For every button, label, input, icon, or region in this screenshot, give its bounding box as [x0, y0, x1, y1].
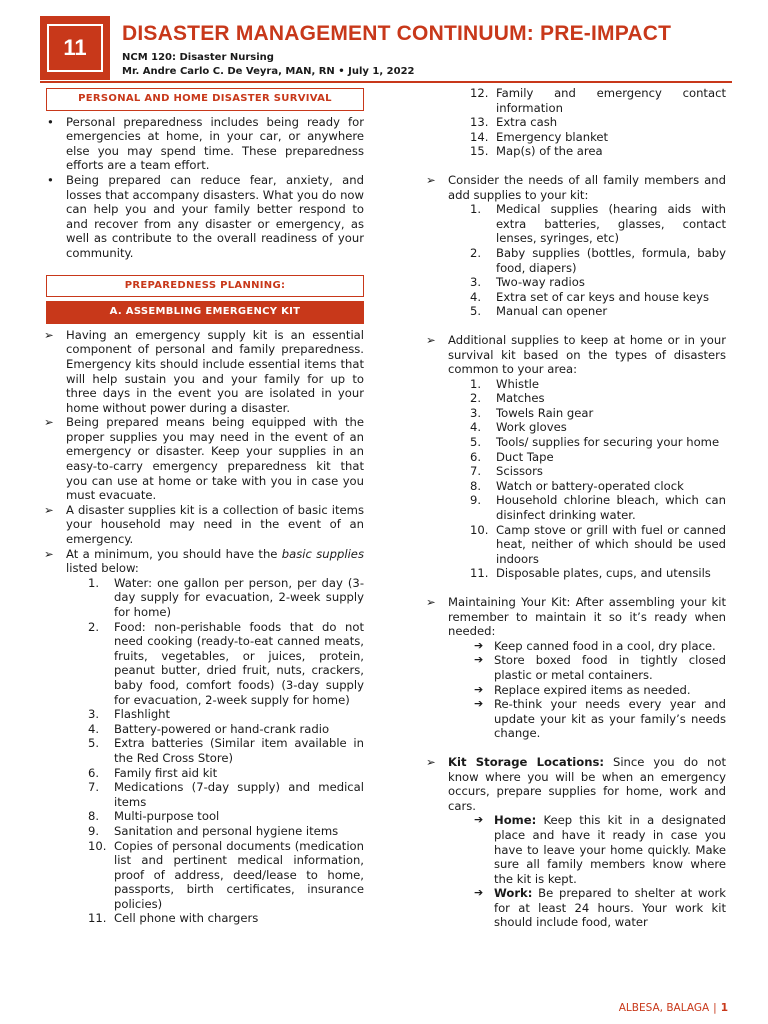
list-item: • Being prepared can reduce fear, anxiety, and losses that accompany disasters. What you do now can help you and your family better respond to and recover from any disaster or emergency, as well as contribute to the overall readiness of your community.	[40, 173, 364, 261]
list-item: 5. Extra batteries (Similar item available in the Red Cross Store)	[88, 736, 364, 765]
list-item: • Personal preparedness includes being ready for emergencies at home, in your car, or anywhere else you may spend time. These preparedness efforts are a team effort.	[40, 115, 364, 173]
list-item: 9. Sanitation and personal hygiene items	[88, 823, 339, 838]
list-item: 12. Family and emergency contact information	[470, 86, 726, 115]
list-item: 10. Copies of personal documents (medication list and pertinent medical information, proof of address, deed/lease to home, passports, birth certificates, insurance policies)	[88, 838, 364, 911]
list-item: ➔ Replace expired items as needed.	[422, 683, 726, 698]
family-needs-section	[422, 173, 726, 202]
list-item: 3. Flashlight	[88, 707, 171, 722]
list-item: 7. Scissors	[470, 464, 543, 479]
home-label: Home:	[494, 813, 537, 828]
list-item: 1. Medical supplies (hearing aids with extra batteries, glasses, contact lenses, syringes, etc)	[470, 202, 726, 246]
list-item: ➔ Store boxed food in tightly closed plastic or metal containers.	[422, 653, 726, 682]
storage-locations-list	[422, 813, 726, 930]
list-item: 6. Duct Tape	[470, 449, 554, 464]
list-item: 11. Disposable plates, cups, and utensils	[470, 566, 711, 581]
basic-supplies-emphasis: basic supplies	[281, 546, 364, 561]
list-item: ➔ Work: Be prepared to shelter at work for at least 24 hours. Your work kit should include food, water	[422, 886, 726, 930]
list-item: 4. Extra set of car keys and house keys	[470, 289, 709, 304]
list-item: ➢ Additional supplies to keep at home or in your survival kit based on the types of disasters common to your area:	[422, 333, 726, 377]
maintaining-kit-section	[422, 595, 726, 639]
list-item: 7. Medications (7-day supply) and medical items	[88, 780, 364, 809]
list-item: 15. Map(s) of the area	[470, 144, 603, 159]
footer-separator: |	[713, 1002, 717, 1014]
list-item: 14. Emergency blanket	[470, 129, 609, 144]
section-personal-home-survival: PERSONAL AND HOME DISASTER SURVIVAL	[46, 88, 364, 111]
right-column	[422, 86, 726, 930]
list-item: 4. Battery-powered or hand-crank radio	[88, 721, 330, 736]
list-item: 2. Baby supplies (bottles, formula, baby food, diapers)	[470, 245, 726, 275]
list-item: 4. Work gloves	[470, 420, 567, 435]
list-item: 11. Cell phone with chargers	[88, 911, 259, 926]
list-item: 2. Matches	[470, 391, 545, 406]
list-item: ➔ Home: Keep this kit in a designated place and have it ready in case you have to leave your home quickly. Make sure all family members know where the kit is kept.	[422, 813, 726, 886]
basic-supplies-list	[40, 576, 364, 926]
maintaining-kit-list	[422, 639, 726, 741]
additional-supplies-list	[422, 377, 726, 581]
list-item: ➢ Having an emergency supply kit is an essential component of personal and family preparedness. Emergency kits should include essential items that will help sustain you and your family for up to three days in the event you are isolated in your home without power during a disaster.	[40, 328, 364, 416]
list-item: ➔ Keep canned food in a cool, dry place.	[422, 639, 726, 654]
list-item: ➢ Kit Storage Locations: Since you do not know where you will be when an emergency occurs, prepare supplies for home, work and cars.	[422, 755, 726, 813]
list-item: 3. Two-way radios	[470, 275, 585, 290]
left-column	[40, 86, 364, 926]
list-item: 5. Tools/ supplies for securing your home	[470, 435, 720, 450]
course-name: NCM 120: Disaster Nursing	[122, 52, 274, 63]
section-assembling-kit: A. ASSEMBLING EMERGENCY KIT	[46, 301, 364, 324]
family-supplies-list	[422, 202, 726, 319]
list-item: 9. Household chlorine bleach, which can disinfect drinking water.	[470, 493, 726, 523]
list-item: ➢ Maintaining Your Kit: After assembling your kit remember to maintain it so it’s ready when needed:	[422, 595, 726, 639]
list-item: 2. Food: non-perishable foods that do not need cooking (ready-to-eat canned meats, fruits, vegetables, or juices, protein, peanut butter, dried fruit, nuts, crackers, baby food, comfort foods) (3-day supply for evacuation, 2-week supply for home)	[88, 619, 364, 707]
footer-authors: ALBESA, BALAGA	[618, 1002, 710, 1014]
list-item: 1. Water: one gallon per person, per day (3-day supply for evacuation, 2-week supply for home)	[88, 575, 364, 619]
additional-supplies-section	[422, 333, 726, 377]
list-item: 5. Manual can opener	[470, 304, 608, 319]
list-item: ➢ A disaster supplies kit is a collection of basic items your household may need in the event of an emergency.	[40, 503, 364, 547]
list-item: 3. Towels Rain gear	[470, 405, 594, 420]
storage-locations-section	[422, 755, 726, 813]
list-item: ➢ Being prepared means being equipped with the proper supplies you may need in the event of an emergency or disaster. Keep your supplies in an easy-to-carry emergency preparedness kit that you can use at home or take with you in case you must evacuate.	[40, 415, 364, 503]
page-number: 1	[720, 1002, 728, 1014]
survival-bullets	[40, 115, 364, 261]
basic-supplies-continued	[422, 86, 726, 159]
list-item: 6. Family first aid kit	[88, 765, 218, 780]
work-label: Work:	[494, 886, 533, 901]
header-divider	[40, 81, 732, 83]
list-item: 13. Extra cash	[470, 115, 558, 130]
page-title: DISASTER MANAGEMENT CONTINUUM: PRE-IMPACT	[122, 22, 672, 45]
list-item: 10. Camp stove or grill with fuel or canned heat, neither of which should be used indoors	[470, 522, 726, 566]
chapter-number-badge	[40, 16, 110, 80]
list-item: ➔ Re-think your needs every year and update your kit as your family’s needs change.	[422, 697, 726, 741]
list-item: ➢ Consider the needs of all family members and add supplies to your kit:	[422, 173, 726, 202]
section-preparedness-planning: PREPAREDNESS PLANNING:	[46, 275, 364, 298]
list-item: ➢ At a minimum, you should have the basic supplies listed below:	[40, 547, 364, 576]
kit-bullets	[40, 328, 364, 576]
list-item: 1. Whistle	[470, 376, 539, 391]
list-item: 8. Watch or battery-operated clock	[470, 478, 684, 493]
list-item: 8. Multi-purpose tool	[88, 809, 220, 824]
chapter-number: 11	[47, 24, 103, 72]
page-footer	[619, 1002, 728, 1014]
storage-label: Kit Storage Locations:	[448, 754, 604, 769]
instructor-line: Mr. Andre Carlo C. De Veyra, MAN, RN • July 1, 2022	[122, 66, 415, 77]
